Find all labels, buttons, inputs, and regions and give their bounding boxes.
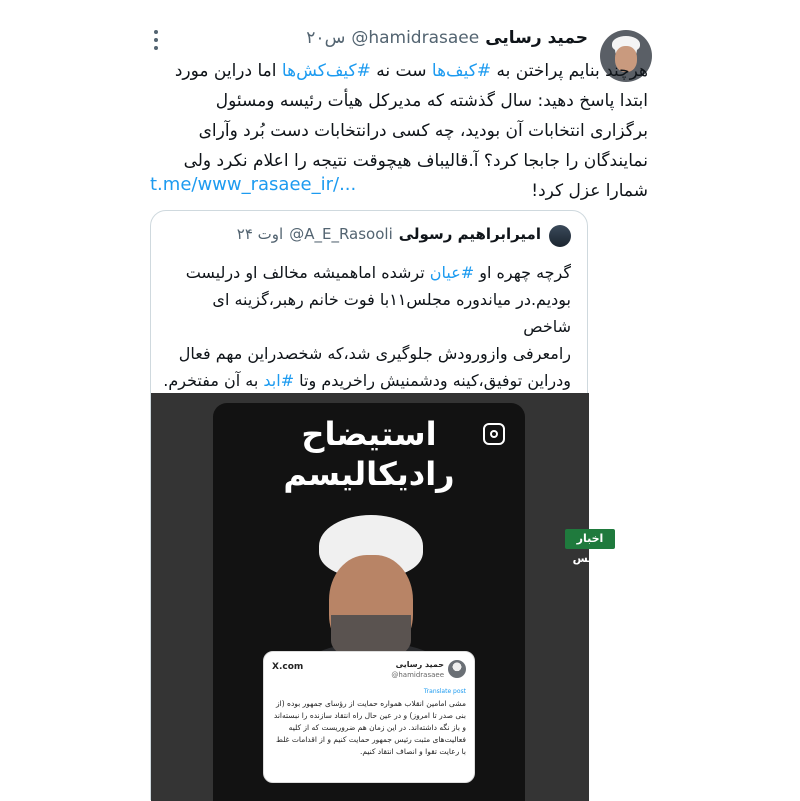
text-segment: اما دراین مورد: [174, 61, 282, 81]
embedded-avatar: [448, 660, 466, 678]
hashtag-link[interactable]: #عیان: [429, 263, 475, 282]
text-line: [161, 259, 571, 286]
embedded-brand: X.com: [272, 662, 304, 672]
quote-author-handle: @A_E_Rasooli: [289, 225, 393, 243]
tweet-time[interactable]: ۲۰س: [306, 28, 346, 48]
poster-title-line1: استیضاح: [301, 415, 437, 453]
quote-avatar[interactable]: [549, 225, 571, 247]
quote-media[interactable]: [151, 393, 608, 801]
embedded-author-name: حمید رسایی: [395, 660, 444, 669]
text-segment: به آن مفتخرم.: [163, 371, 264, 390]
text-segment: ست نه: [370, 61, 432, 81]
text-line: [161, 340, 571, 367]
tweet-link[interactable]: t.me/www_rasaee_ir/...: [150, 174, 357, 195]
text-segment: برگزاری انتخابات آن بودید، چه کسی درانتخابات دست بُرد وآرای: [198, 121, 648, 141]
embedded-author-handle: @hamidrasaee: [391, 671, 444, 679]
quoted-tweet[interactable]: [150, 210, 608, 800]
more-vertical-icon[interactable]: [152, 30, 158, 50]
embedded-text: مشی امامین انقلاب همواره حمایت از رؤسای جمهور بوده (از بنی صدر تا امروز) و در عین حال راه انتقاد سازنده را نبسته‌اند و باز نگه داشته‌اند. در این زمان هم ضروریست که از کلیه فعالیت‌های مثبت رئیس جمهور حمایت کنیم و از اقدامات غلط با رعایت تقوا و انصاف انتقاد کنیم.: [273, 699, 466, 756]
hashtag-link[interactable]: #ابد: [263, 371, 295, 390]
embedded-post-card: [263, 651, 475, 783]
quote-author-name: امیرابراهیم رسولی: [398, 225, 541, 243]
hashtag-link[interactable]: #کیف‌کش‌ها: [281, 61, 371, 81]
text-line: [150, 56, 648, 86]
news-badge: اخبار مجلس: [565, 529, 615, 549]
quote-time: ۲۴ اوت: [236, 225, 284, 243]
tweet-header: [306, 28, 588, 48]
poster-image: [213, 403, 608, 801]
poster-title-line2: رادیکالیسم: [283, 455, 455, 493]
text-segment: نمایندگان را جابجا کرد؟ آ.قالیباف هیچوقت نتیجه را اعلام نکرد ولی: [183, 151, 648, 171]
text-line: [150, 116, 648, 146]
text-segment: رامعرفی وازورودش جلوگیری شد،که شخصدراین مهم فعال: [178, 344, 571, 363]
text-segment: ابتدا پاسخ دهید: سال گذشته که مدیرکل هیأت رئیسه ومسئول: [215, 91, 648, 111]
text-segment: ودراین توفیق،کینه ودشمنیش راخریدم وتا: [294, 371, 571, 390]
text-line: [161, 286, 571, 340]
text-line: [150, 86, 648, 116]
text-line: [161, 367, 571, 394]
embedded-translate: Translate post: [423, 688, 466, 695]
text-segment: شمارا عزل کرد!: [531, 181, 648, 201]
text-segment: ترشده اماهمیشه مخالف او درلیست: [185, 263, 430, 282]
hashtag-link[interactable]: #کیف‌ها: [431, 61, 492, 81]
author-name[interactable]: حمید رسایی: [485, 28, 588, 48]
camera-icon: [483, 423, 505, 445]
text-segment: گرچه چهره او: [474, 263, 571, 282]
text-segment: بودیم.در میاندوره مجلس۱۱با فوت خانم رهبر،گزینه ای شاخص: [212, 290, 571, 336]
quote-header: [237, 225, 541, 243]
text-segment: هرچند بنایم پراختن به: [491, 61, 648, 81]
author-handle[interactable]: @hamidrasaee: [351, 28, 480, 48]
text-line: [150, 146, 648, 176]
